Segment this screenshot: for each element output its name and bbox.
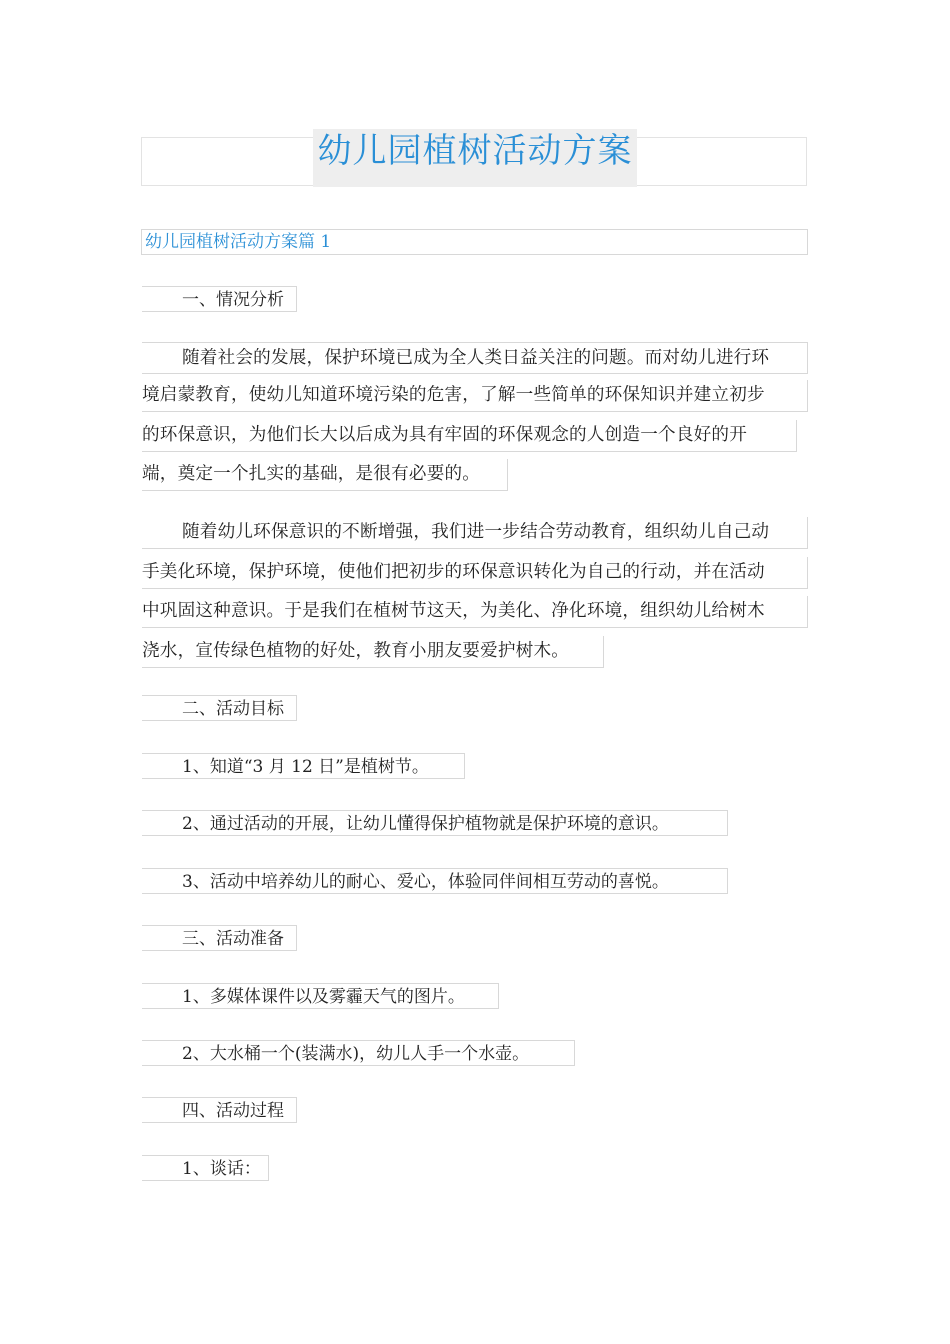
prep-item-1: 1、多媒体课件以及雾霾天气的图片。 [142,983,499,1009]
document-subtitle: 幼儿园植树活动方案篇 1 [141,229,808,255]
section-heading-3: 三、活动准备 [142,925,297,951]
prep-item-2: 2、大水桶一个(装满水)，幼儿人手一个水壶。 [142,1040,575,1066]
goal-item-1: 1、知道“3 月 12 日”是植树节。 [142,753,465,779]
paragraph-2-line-4: 浇水，宣传绿色植物的好处，教育小朋友要爱护树木。 [142,636,604,668]
paragraph-1-line-2: 境启蒙教育，使幼儿知道环境污染的危害，了解一些简单的环保知识并建立初步 [142,380,808,412]
section-heading-1: 一、情况分析 [142,286,297,312]
section-heading-2: 二、活动目标 [142,695,297,721]
goal-item-3: 3、活动中培养幼儿的耐心、爱心，体验同伴间相互劳动的喜悦。 [142,868,728,894]
paragraph-2-line-2: 手美化环境，保护环境，使他们把初步的环保意识转化为自己的行动，并在活动 [142,557,808,589]
section-heading-4: 四、活动过程 [142,1097,297,1123]
process-item-1: 1、谈话： [142,1155,269,1181]
paragraph-1-line-1: 随着社会的发展，保护环境已成为全人类日益关注的问题。而对幼儿进行环 [142,342,808,374]
document-title: 幼儿园植树活动方案 [313,129,637,187]
paragraph-2-line-3: 中巩固这种意识。于是我们在植树节这天，为美化、净化环境，组织幼儿给树木 [142,596,808,628]
paragraph-1-line-4: 端，奠定一个扎实的基础，是很有必要的。 [142,459,508,491]
paragraph-1-line-3: 的环保意识，为他们长大以后成为具有牢固的环保观念的人创造一个良好的开 [142,420,797,452]
paragraph-2-line-1: 随着幼儿环保意识的不断增强，我们进一步结合劳动教育，组织幼儿自己动 [142,517,808,549]
goal-item-2: 2、通过活动的开展，让幼儿懂得保护植物就是保护环境的意识。 [142,810,728,836]
